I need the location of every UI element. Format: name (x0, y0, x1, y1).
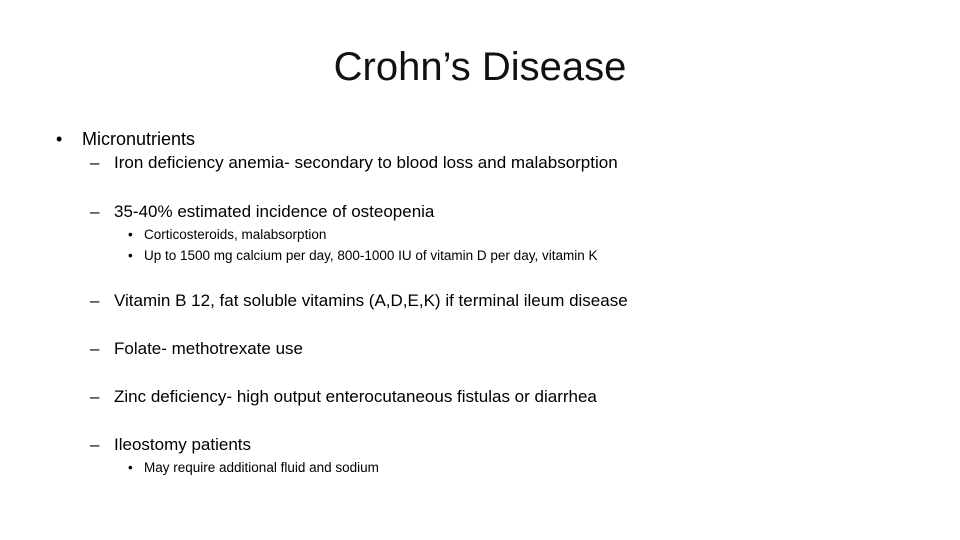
bullet-icon: • (128, 460, 133, 475)
subsubbullet-text: Corticosteroids, malabsorption (144, 227, 327, 242)
dash-icon: – (90, 339, 100, 358)
bullet-text: Micronutrients (82, 129, 196, 149)
bullet-icon: • (56, 129, 63, 149)
bullet-icon: • (128, 248, 133, 263)
subbullet-ileostomy (90, 434, 251, 456)
subsubbullet-corticosteroids (128, 226, 326, 243)
subbullet-vitamin-b12 (90, 290, 628, 312)
subbullet-text: Iron deficiency anemia- secondary to blood loss and malabsorption (114, 153, 618, 172)
subbullet-text: 35-40% estimated incidence of osteopenia (114, 202, 435, 221)
subbullet-text: Vitamin B 12, fat soluble vitamins (A,D,E,K) if terminal ileum disease (114, 291, 628, 310)
subbullet-folate (90, 338, 303, 360)
subsubbullet-fluid-sodium (128, 459, 379, 476)
subbullet-text: Folate- methotrexate use (114, 339, 303, 358)
subbullet-osteopenia (90, 201, 434, 223)
subbullet-text: Zinc deficiency- high output enterocutaneous fistulas or diarrhea (114, 387, 597, 406)
subbullet-text: Ileostomy patients (114, 435, 252, 454)
subbullet-iron (90, 152, 618, 174)
dash-icon: – (90, 202, 100, 221)
subsubbullet-text: Up to 1500 mg calcium per day, 800-1000 IU of vitamin D per day, vitamin K (144, 248, 598, 263)
subsubbullet-calcium (128, 247, 597, 264)
bullet-icon: • (128, 227, 133, 242)
dash-icon: – (90, 387, 100, 406)
dash-icon: – (90, 291, 100, 310)
slide-title: Crohn’s Disease (333, 45, 627, 89)
dash-icon: – (90, 153, 100, 172)
subsubbullet-text: May require additional fluid and sodium (144, 460, 379, 475)
bullet-micronutrients (56, 128, 195, 150)
dash-icon: – (90, 435, 100, 454)
subbullet-zinc (90, 386, 597, 408)
